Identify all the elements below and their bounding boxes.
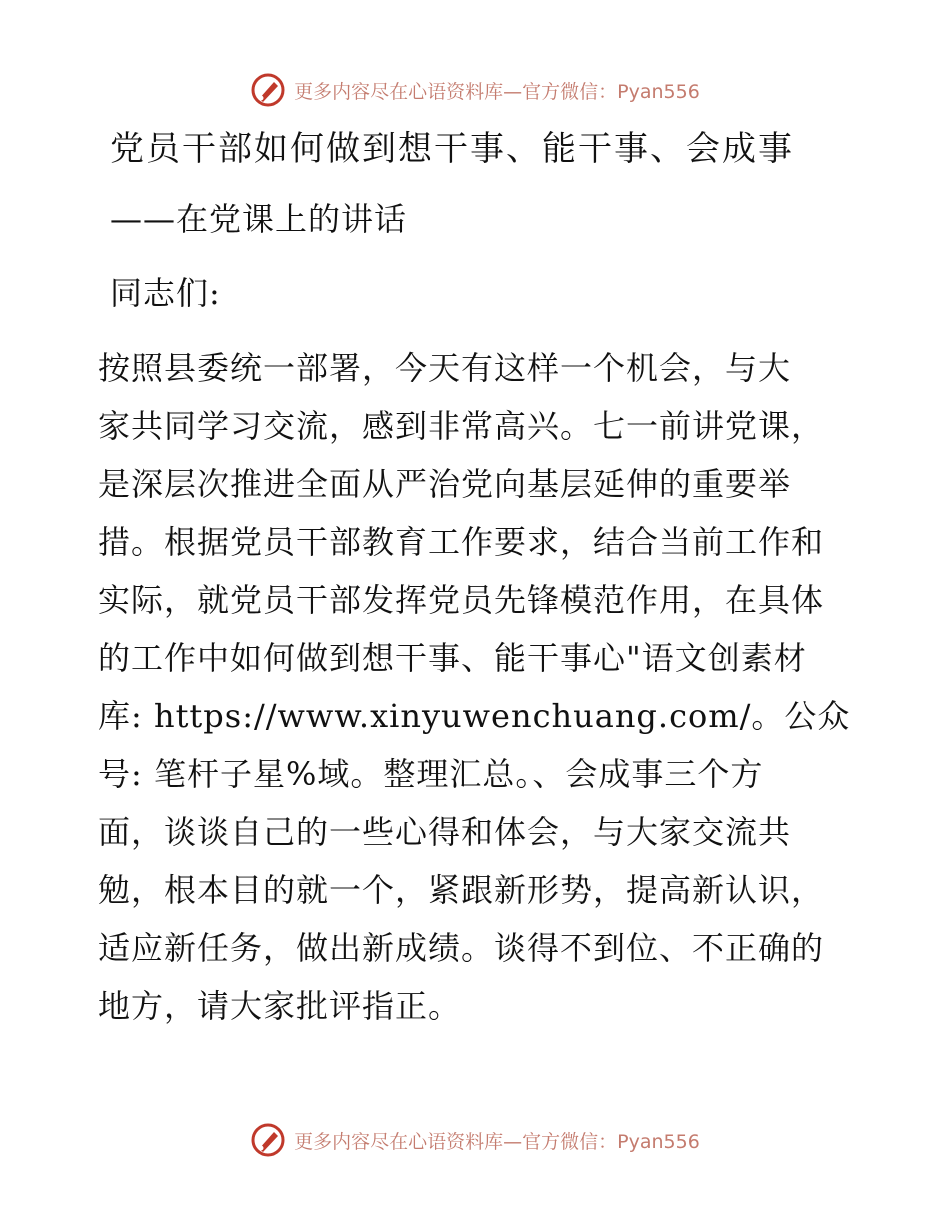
- body-line: 适应新任务，做出新成绩。谈得不到位、不正确的: [98, 929, 825, 967]
- body-line: 面，谈谈自己的一些心得和体会，与大家交流共: [98, 813, 792, 851]
- body-line: 库: https://www.xinyuwenchuang.com/。公众: [98, 697, 851, 735]
- body-line: 勉，根本目的就一个，紧跟新形势，提高新认识，: [98, 871, 825, 909]
- body-line: 家共同学习交流，感到非常高兴。七一前讲党课，: [98, 407, 825, 445]
- body-line: 措。根据党员干部教育工作要求，结合当前工作和: [98, 523, 825, 561]
- footer-watermark: [0, 1120, 950, 1160]
- body-line: 地方，请大家批评指正。: [98, 987, 462, 1025]
- body-line: 按照县委统一部署，今天有这样一个机会，与大: [98, 349, 792, 387]
- document-title: 党员干部如何做到想干事、能干事、会成事: [110, 129, 794, 169]
- body-line: 是深层次推进全面从严治党向基层延伸的重要举: [98, 465, 792, 503]
- watermark-text: 更多内容尽在心语资料库—官方微信：Pyan556: [294, 80, 700, 103]
- document-subtitle: ——在党课上的讲话: [110, 200, 408, 238]
- pen-logo-icon: [250, 1122, 286, 1158]
- pen-logo-icon: [250, 72, 286, 108]
- greeting: 同志们:: [110, 274, 221, 312]
- body-line: 实际，就党员干部发挥党员先锋模范作用，在具体: [98, 581, 825, 619]
- body-line: 号: 笔杆子星%域。整理汇总。、会成事三个方: [98, 755, 764, 793]
- body-line: 的工作中如何做到想干事、能干事心"语文创素材: [98, 639, 807, 677]
- header-watermark: [0, 70, 950, 110]
- watermark-text: 更多内容尽在心语资料库—官方微信：Pyan556: [294, 1130, 700, 1153]
